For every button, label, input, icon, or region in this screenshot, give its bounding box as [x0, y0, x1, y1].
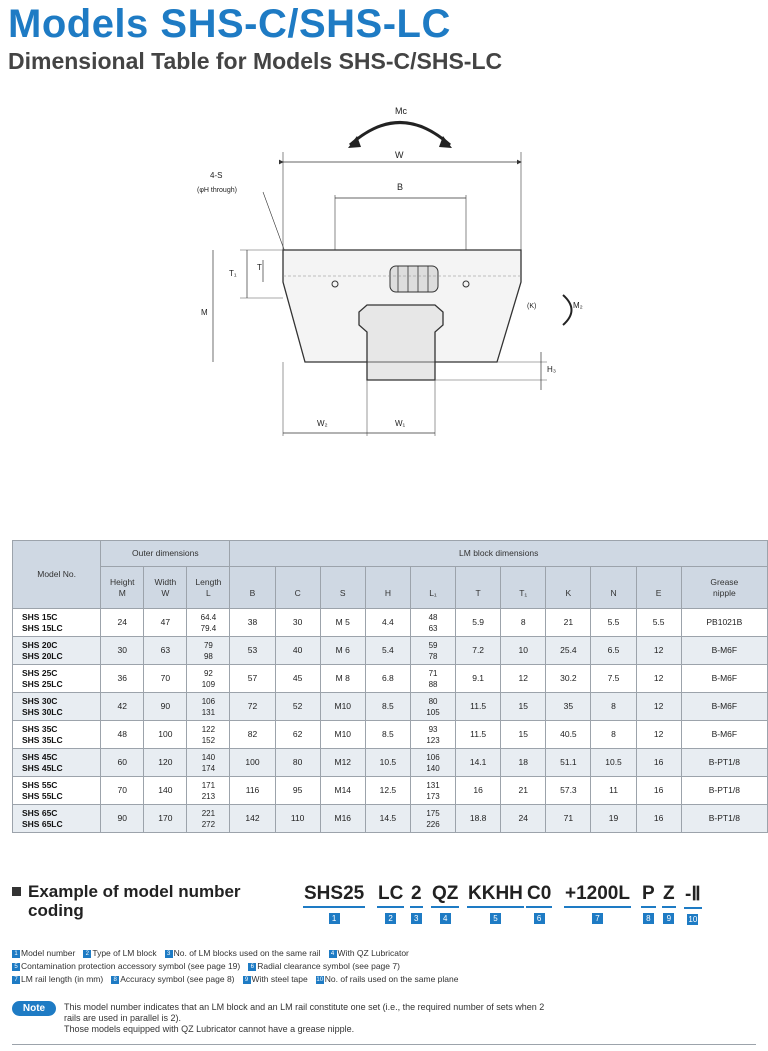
- subheader-bottom: C: [294, 587, 301, 598]
- cell-model: SHS 30C SHS 30LC: [13, 693, 101, 721]
- subheader-cell: [144, 567, 187, 609]
- cell-t1: 8: [501, 609, 546, 637]
- code-legend: [12, 947, 752, 986]
- subheader-cell: [456, 567, 501, 609]
- legend-item: [111, 973, 234, 986]
- cell-n: 11: [591, 777, 636, 805]
- subheader-cell: [187, 567, 230, 609]
- table-row: [13, 777, 768, 805]
- cell-s: M 6: [320, 637, 365, 665]
- cell-h: 14.5: [365, 805, 410, 833]
- code-segment-number: 3: [411, 913, 422, 924]
- legend-number-badge: 8: [111, 976, 119, 984]
- subheader-bottom: E: [655, 587, 662, 598]
- subheader-cell: [365, 567, 410, 609]
- cell-k: 21: [546, 609, 591, 637]
- code-segment-text: -Ⅱ: [684, 883, 702, 909]
- subheader-bottom: S: [339, 587, 346, 598]
- cell-c: 52: [275, 693, 320, 721]
- cell-e: 16: [636, 805, 681, 833]
- note-text: [64, 1002, 754, 1035]
- cell-w: 140: [144, 777, 187, 805]
- code-segment: [662, 883, 676, 924]
- cell-l: 140 174: [187, 749, 230, 777]
- cell-k: 25.4: [546, 637, 591, 665]
- cell-w: 170: [144, 805, 187, 833]
- cell-b: 53: [230, 637, 275, 665]
- code-segment: [377, 883, 404, 924]
- label-w: W: [395, 150, 404, 160]
- code-segment-number: 10: [688, 915, 698, 924]
- cell-s: M10: [320, 721, 365, 749]
- cell-model: SHS 35C SHS 35LC: [13, 721, 101, 749]
- cell-b: 57: [230, 665, 275, 693]
- legend-item: [329, 947, 409, 960]
- cell-m: 60: [101, 749, 144, 777]
- cell-c: 30: [275, 609, 320, 637]
- legend-number-badge: 6: [248, 963, 256, 971]
- cell-w: 90: [144, 693, 187, 721]
- subheader-bottom: N: [610, 587, 617, 598]
- code-segment-text: KKHH: [467, 883, 524, 908]
- section-bullet: [12, 887, 21, 896]
- cell-m: 90: [101, 805, 144, 833]
- label-m: M: [201, 308, 208, 317]
- cell-t1: 18: [501, 749, 546, 777]
- legend-number-badge: 7: [12, 976, 20, 984]
- code-segment: [684, 883, 702, 925]
- subheader-bottom: L₁: [429, 587, 437, 598]
- header-outer-dimensions: Outer dimensions: [101, 541, 230, 567]
- header-lm-block-dimensions: LM block dimensions: [230, 541, 768, 567]
- table-row: [13, 805, 768, 833]
- cell-l1: 71 88: [410, 665, 455, 693]
- cell-k: 40.5: [546, 721, 591, 749]
- subheader-bottom: T₁: [519, 587, 528, 598]
- cell-c: 110: [275, 805, 320, 833]
- page-subtitle: Dimensional Table for Models SHS-C/SHS-LC: [8, 48, 503, 74]
- code-segment: [641, 883, 656, 924]
- cross-section-diagram: [185, 100, 585, 445]
- cell-l1: 175 226: [410, 805, 455, 833]
- subheader-bottom: T: [475, 587, 481, 598]
- cell-t: 11.5: [456, 693, 501, 721]
- cell-l1: 106 140: [410, 749, 455, 777]
- cell-b: 116: [230, 777, 275, 805]
- code-segment-text: QZ: [431, 883, 459, 908]
- legend-line: [12, 960, 752, 973]
- subheader-top: Width: [154, 576, 177, 587]
- legend-item: [316, 973, 459, 986]
- subheader-bottom: W: [161, 587, 170, 598]
- cell-s: M16: [320, 805, 365, 833]
- cell-l1: 59 78: [410, 637, 455, 665]
- cell-h: 6.8: [365, 665, 410, 693]
- cell-e: 5.5: [636, 609, 681, 637]
- legend-text: With QZ Lubricator: [337, 948, 409, 958]
- cell-model: SHS 45C SHS 45LC: [13, 749, 101, 777]
- subheader-cell: [275, 567, 320, 609]
- cell-s: M14: [320, 777, 365, 805]
- cell-t: 16: [456, 777, 501, 805]
- cell-b: 38: [230, 609, 275, 637]
- cell-h: 10.5: [365, 749, 410, 777]
- table-row: [13, 721, 768, 749]
- note-line: Those models equipped with QZ Lubricator cannot have a grease nipple.: [64, 1024, 355, 1034]
- code-segment-number: 6: [534, 913, 545, 924]
- subheader-bottom: K: [565, 587, 572, 598]
- cell-w: 120: [144, 749, 187, 777]
- code-segment-text: C0: [526, 883, 552, 908]
- cell-b: 100: [230, 749, 275, 777]
- cell-grease: B-M6F: [681, 665, 767, 693]
- label-holes-through: (φH through): [197, 187, 237, 194]
- cell-s: M10: [320, 693, 365, 721]
- label-k: (K): [527, 303, 537, 310]
- label-t1: T₁: [229, 269, 237, 278]
- legend-item: [83, 947, 156, 960]
- cell-c: 40: [275, 637, 320, 665]
- code-segment-number: 9: [663, 913, 674, 924]
- legend-item: [12, 947, 75, 960]
- cell-model: SHS 20C SHS 20LC: [13, 637, 101, 665]
- label-holes: 4-S: [210, 171, 223, 180]
- cell-h: 8.5: [365, 693, 410, 721]
- note-line: rails are used in parallel is 2).: [64, 1013, 182, 1023]
- cell-model: SHS 65C SHS 65LC: [13, 805, 101, 833]
- code-segment-number: 1: [329, 913, 340, 924]
- cell-t1: 21: [501, 777, 546, 805]
- legend-text: Radial clearance symbol (see page 7): [257, 961, 400, 971]
- cell-w: 70: [144, 665, 187, 693]
- code-segment-number: 5: [490, 913, 501, 924]
- subheader-grease-top: Grease: [710, 576, 739, 587]
- bottom-divider: [12, 1044, 756, 1045]
- legend-text: With steel tape: [251, 974, 308, 984]
- cell-k: 51.1: [546, 749, 591, 777]
- subheader-bottom: B: [249, 587, 256, 598]
- subheader-cell: [546, 567, 591, 609]
- legend-item: [12, 960, 240, 973]
- cell-n: 8: [591, 721, 636, 749]
- cell-m: 70: [101, 777, 144, 805]
- cell-b: 82: [230, 721, 275, 749]
- legend-number-badge: 9: [243, 976, 251, 984]
- label-mc: Mc: [395, 106, 407, 116]
- code-segment: [526, 883, 552, 924]
- legend-item: [12, 973, 103, 986]
- cell-m: 42: [101, 693, 144, 721]
- code-segment-text: P: [641, 883, 656, 908]
- cell-t1: 10: [501, 637, 546, 665]
- code-segment-number: 4: [440, 913, 451, 924]
- code-segment-number: 8: [643, 913, 654, 924]
- cell-s: M 5: [320, 609, 365, 637]
- cell-n: 8: [591, 693, 636, 721]
- cell-w: 63: [144, 637, 187, 665]
- example-title-line2: coding: [28, 901, 84, 920]
- cell-h: 8.5: [365, 721, 410, 749]
- code-segment-text: 2: [410, 883, 423, 908]
- code-segment-text: SHS25: [303, 883, 365, 908]
- cell-h: 4.4: [365, 609, 410, 637]
- cell-e: 16: [636, 749, 681, 777]
- table-row: [13, 693, 768, 721]
- legend-text: LM rail length (in mm): [21, 974, 104, 984]
- subheader-cell: [230, 567, 275, 609]
- moment-arc: [350, 123, 450, 146]
- code-segment: [303, 883, 365, 924]
- legend-number-badge: 10: [316, 976, 324, 983]
- subheader-cell: [101, 567, 144, 609]
- cell-l1: 93 123: [410, 721, 455, 749]
- subheader-top: Height: [109, 576, 135, 587]
- cell-l: 79 98: [187, 637, 230, 665]
- cell-c: 95: [275, 777, 320, 805]
- legend-text: No. of rails used on the same plane: [324, 974, 459, 984]
- cell-t: 9.1: [456, 665, 501, 693]
- cell-grease: PB1021B: [681, 609, 767, 637]
- note-badge: Note: [12, 1001, 56, 1016]
- code-segment-text: Z: [662, 883, 676, 908]
- legend-text: Type of LM block: [92, 948, 157, 958]
- code-segment-number: 7: [592, 913, 603, 924]
- dimension-table: [12, 540, 768, 833]
- cell-l: 92 109: [187, 665, 230, 693]
- cell-grease: B-M6F: [681, 721, 767, 749]
- legend-line: [12, 973, 752, 986]
- cell-grease: B-M6F: [681, 693, 767, 721]
- cell-b: 72: [230, 693, 275, 721]
- label-b: B: [397, 182, 404, 192]
- cell-c: 62: [275, 721, 320, 749]
- cell-l1: 80 105: [410, 693, 455, 721]
- cell-grease: B-M6F: [681, 637, 767, 665]
- legend-item: [165, 947, 321, 960]
- label-h3: H₃: [547, 365, 557, 374]
- legend-line: [12, 947, 752, 960]
- table-row: [13, 609, 768, 637]
- table-body: [13, 609, 768, 833]
- lm-rail-outline: [359, 305, 443, 380]
- legend-number-badge: 3: [165, 950, 173, 958]
- cell-n: 19: [591, 805, 636, 833]
- cell-n: 10.5: [591, 749, 636, 777]
- legend-number-badge: 5: [12, 963, 20, 971]
- table-row: [13, 665, 768, 693]
- cell-h: 12.5: [365, 777, 410, 805]
- cell-n: 6.5: [591, 637, 636, 665]
- cell-s: M12: [320, 749, 365, 777]
- subheader-cell: [410, 567, 455, 609]
- page-title: Models SHS-C/SHS-LC: [8, 2, 451, 46]
- code-segment: [564, 883, 631, 924]
- example-title: [28, 882, 241, 920]
- cell-grease: B-PT1/8: [681, 805, 767, 833]
- label-t: T: [257, 263, 262, 272]
- cell-c: 80: [275, 749, 320, 777]
- cell-t1: 24: [501, 805, 546, 833]
- subheader-bottom: H: [384, 587, 391, 598]
- cell-b: 142: [230, 805, 275, 833]
- cell-n: 5.5: [591, 609, 636, 637]
- cell-t1: 15: [501, 693, 546, 721]
- cell-e: 12: [636, 665, 681, 693]
- cell-l: 64.4 79.4: [187, 609, 230, 637]
- cell-t: 5.9: [456, 609, 501, 637]
- cell-e: 16: [636, 777, 681, 805]
- moment-arc-side: [563, 295, 572, 325]
- code-segment: [467, 883, 524, 924]
- label-w1: W₁: [395, 419, 406, 428]
- cell-w: 47: [144, 609, 187, 637]
- cell-grease: B-PT1/8: [681, 749, 767, 777]
- cell-k: 71: [546, 805, 591, 833]
- legend-number-badge: 2: [83, 950, 91, 958]
- table-row: [13, 637, 768, 665]
- legend-item: [248, 960, 400, 973]
- cell-n: 7.5: [591, 665, 636, 693]
- cell-s: M 8: [320, 665, 365, 693]
- cell-model: SHS 55C SHS 55LC: [13, 777, 101, 805]
- cell-m: 30: [101, 637, 144, 665]
- subheader-cell: [320, 567, 365, 609]
- note-line: This model number indicates that an LM block and an LM rail constitute one set (i.e., the required number of sets when 2: [64, 1002, 545, 1012]
- header-model: Model No.: [13, 541, 101, 609]
- subheader-grease: [681, 567, 767, 609]
- cell-k: 30.2: [546, 665, 591, 693]
- example-title-line1: Example of model number: [28, 882, 241, 901]
- subheader-cell: [501, 567, 546, 609]
- cell-k: 35: [546, 693, 591, 721]
- legend-text: Contamination protection accessory symbol (see page 19): [21, 961, 241, 971]
- legend-number-badge: 1: [12, 950, 20, 958]
- legend-number-badge: 4: [329, 950, 337, 958]
- subheader-bottom: L: [206, 587, 211, 598]
- cell-model: SHS 25C SHS 25LC: [13, 665, 101, 693]
- subheader-bottom: M: [118, 587, 126, 598]
- cell-l1: 48 63: [410, 609, 455, 637]
- label-ma: M₂: [573, 301, 583, 310]
- cell-l1: 131 173: [410, 777, 455, 805]
- cell-t: 11.5: [456, 721, 501, 749]
- cell-l: 106 131: [187, 693, 230, 721]
- code-segment-number: 2: [385, 913, 396, 924]
- cell-grease: B-PT1/8: [681, 777, 767, 805]
- cell-t1: 15: [501, 721, 546, 749]
- subheader-cell: [636, 567, 681, 609]
- code-segment: [410, 883, 423, 924]
- legend-text: Accuracy symbol (see page 8): [120, 974, 235, 984]
- cell-m: 36: [101, 665, 144, 693]
- table-row: [13, 749, 768, 777]
- cell-k: 57.3: [546, 777, 591, 805]
- cell-t: 14.1: [456, 749, 501, 777]
- cell-model: SHS 15C SHS 15LC: [13, 609, 101, 637]
- subheader-top: Length: [195, 576, 222, 587]
- legend-text: Model number: [21, 948, 76, 958]
- cell-w: 100: [144, 721, 187, 749]
- cell-l: 221 272: [187, 805, 230, 833]
- cell-m: 24: [101, 609, 144, 637]
- cell-e: 12: [636, 721, 681, 749]
- legend-item: [243, 973, 308, 986]
- cell-m: 48: [101, 721, 144, 749]
- code-segment-text: +1200L: [564, 883, 631, 908]
- cell-t1: 12: [501, 665, 546, 693]
- cell-h: 5.4: [365, 637, 410, 665]
- cell-l: 171 213: [187, 777, 230, 805]
- subheader-grease-bottom: nipple: [713, 587, 736, 598]
- subheader-cell: [591, 567, 636, 609]
- cell-t: 18.8: [456, 805, 501, 833]
- cell-l: 122 152: [187, 721, 230, 749]
- cell-e: 12: [636, 693, 681, 721]
- cell-e: 12: [636, 637, 681, 665]
- code-segment: [431, 883, 459, 924]
- label-w2: W₂: [317, 419, 328, 428]
- subheader-row: [13, 567, 768, 609]
- cell-t: 7.2: [456, 637, 501, 665]
- code-segment-text: LC: [377, 883, 404, 908]
- legend-text: No. of LM blocks used on the same rail: [173, 948, 321, 958]
- cell-c: 45: [275, 665, 320, 693]
